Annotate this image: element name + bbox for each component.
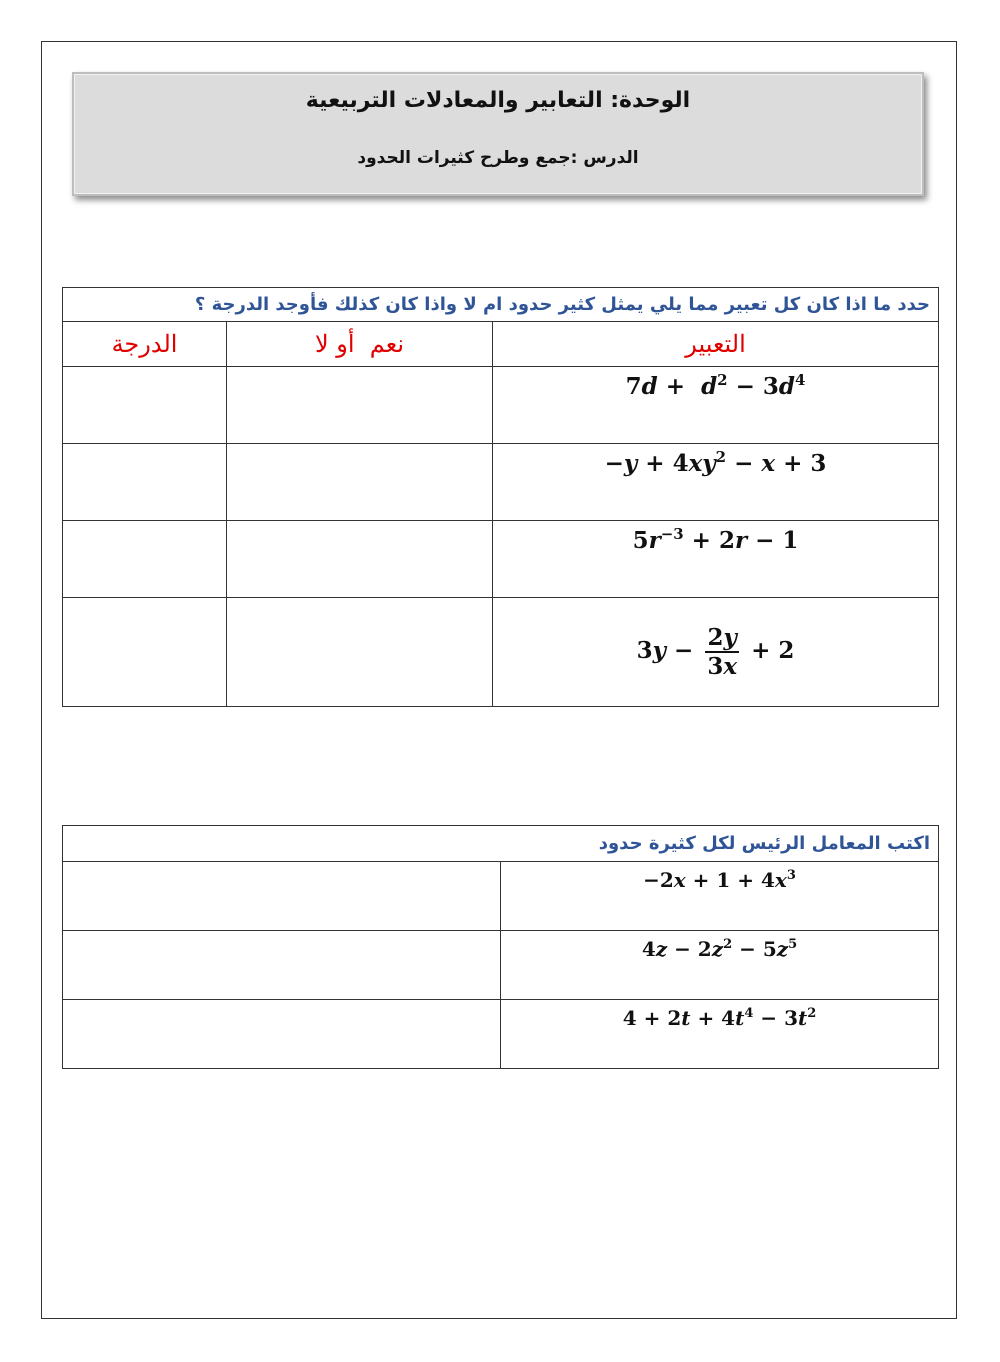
table-row [63,367,939,444]
expression-cell [493,444,939,521]
polynomial-table [62,287,939,707]
unit-title: الوحدة: التعابير والمعادلات التربيعية [305,88,691,113]
table-row [63,444,939,521]
expression: $4z - 2z^2 - 5z^5$ [641,937,798,961]
expression-cell [493,367,939,444]
expression-cell [493,598,939,707]
fraction: $\frac{2y}{3x}$ [707,624,738,680]
coefficient-answer-cell[interactable] [63,862,501,931]
coefficient-answer-cell[interactable] [63,1000,501,1069]
yes-no-answer-cell[interactable] [227,598,493,707]
table-row [63,862,939,931]
table-row [63,1000,939,1069]
expression-cell [501,1000,939,1069]
expression: $5r^{-3} + 2r - 1$ [632,525,799,554]
question-1: حدد ما اذا كان كل تعبير مما يلي يمثل كثير حدود ام لا واذا كان كذلك فأوجد الدرجة ؟ [63,288,939,322]
expression-cell [493,521,939,598]
table-row [63,931,939,1000]
table-row [63,598,939,707]
header-box [72,72,924,196]
header-yes-no: نعم أو لا [227,322,493,367]
leading-coefficient-table [62,825,939,1069]
expression-cell [501,931,939,1000]
coefficient-answer-cell[interactable] [63,931,501,1000]
yes-no-answer-cell[interactable] [227,367,493,444]
yes-no-answer-cell[interactable] [227,521,493,598]
expression-cell [501,862,939,931]
expression: $-y + 4xy^2 - x + 3$ [604,448,827,477]
table-row [63,521,939,598]
expression: $7d + d^2 - 3d^4$ [625,371,806,400]
question-2: اكتب المعامل الرئيس لكل كثيرة حدود [63,826,939,862]
header-expression: التعبير [493,322,939,367]
degree-answer-cell[interactable] [63,367,227,444]
degree-answer-cell[interactable] [63,444,227,521]
expression: $-2x + 1 + 4x^3$ [643,868,796,892]
expression: 3y − $\frac{2y}{3x}$ + 2 [636,624,795,680]
expression: $4 + 2t + 4t^4 - 3t^2$ [622,1006,817,1030]
yes-no-answer-cell[interactable] [227,444,493,521]
header-degree: الدرجة [63,322,227,367]
lesson-title: الدرس :جمع وطرح كثيرات الحدود [357,148,639,168]
degree-answer-cell[interactable] [63,521,227,598]
degree-answer-cell[interactable] [63,598,227,707]
